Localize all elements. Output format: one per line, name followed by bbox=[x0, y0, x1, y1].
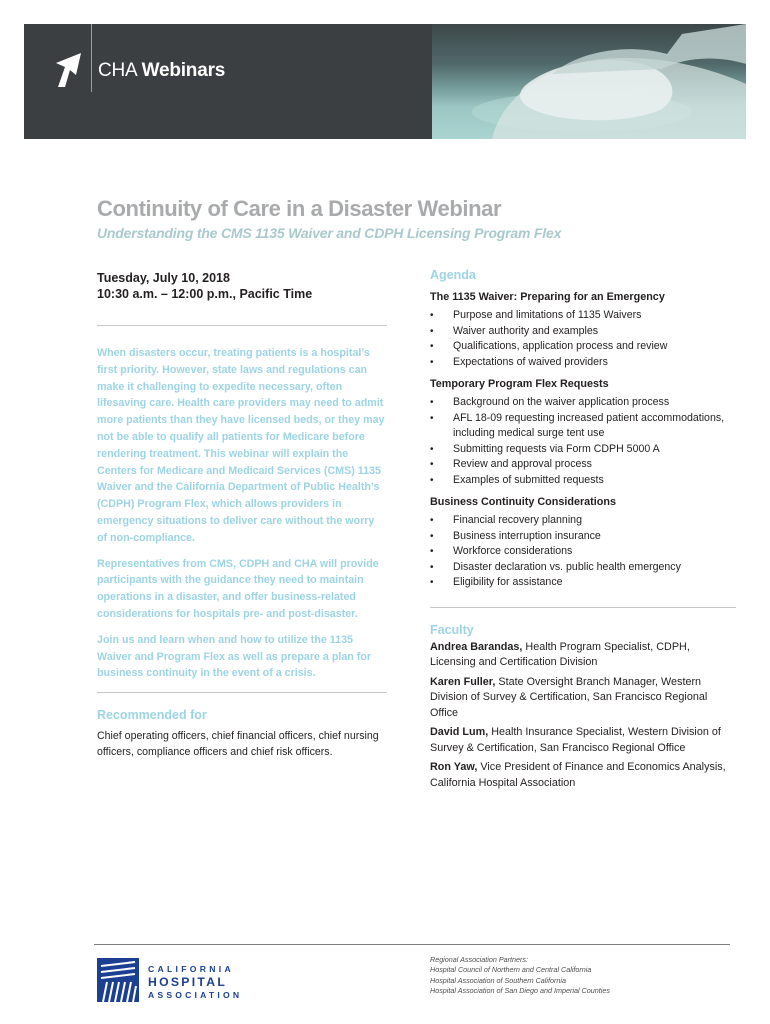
faculty-role: Health Insurance Specialist, Western Division of Survey & Certification, San Francisco Regional Office bbox=[430, 726, 721, 754]
cha-logo-mark-icon bbox=[97, 958, 139, 1002]
cha-logo bbox=[97, 957, 247, 1005]
section-divider bbox=[97, 325, 387, 326]
agenda-heading: Agenda bbox=[430, 268, 476, 282]
footer-divider bbox=[94, 944, 730, 945]
brand-prefix: CHA bbox=[98, 60, 137, 81]
right-column bbox=[430, 268, 736, 795]
agenda-item: • Purpose and limitations of 1135 Waivers bbox=[430, 308, 736, 324]
agenda-item: • Review and approval process bbox=[430, 457, 736, 473]
cha-logo-line: CALIFORNIA bbox=[148, 964, 234, 974]
hand-on-computer-mouse-photo bbox=[432, 24, 746, 139]
cha-logo-text bbox=[148, 963, 242, 1001]
intro-text bbox=[97, 345, 387, 682]
agenda-item: • Workforce considerations bbox=[430, 544, 736, 560]
agenda-item: • Financial recovery planning bbox=[430, 513, 736, 529]
faculty-name: Karen Fuller, bbox=[430, 675, 496, 688]
brand-title bbox=[98, 60, 225, 82]
agenda-item: • Disaster declaration vs. public health emergency bbox=[430, 560, 736, 576]
section-divider bbox=[430, 607, 736, 608]
agenda-list bbox=[430, 513, 736, 591]
faculty-member bbox=[430, 725, 736, 756]
agenda-section-title: The 1135 Waiver: Preparing for an Emergency bbox=[430, 291, 665, 303]
mouse-illustration bbox=[432, 24, 746, 139]
faculty-heading: Faculty bbox=[430, 622, 474, 637]
partners-heading: Regional Association Partners: bbox=[430, 955, 529, 964]
agenda-list bbox=[430, 395, 736, 488]
agenda-section-title: Business Continuity Considerations bbox=[430, 496, 616, 508]
recommended-text: Chief operating officers, chief financial officers, chief nursing officers, compliance officers and chief risk officers. bbox=[97, 730, 379, 759]
regional-partners bbox=[430, 955, 610, 996]
agenda-item: • Expectations of waived providers bbox=[430, 355, 736, 371]
cursor-arrow-icon bbox=[54, 52, 82, 88]
cha-logo-line: HOSPITAL bbox=[148, 975, 228, 989]
faculty-role: Vice President of Finance and Economics Analysis, California Hospital Association bbox=[430, 761, 726, 789]
intro-paragraph: When disasters occur, treating patients is a hospital’s first priority. However, state laws and regulations can make it challenging to expedite necessary, often lifesaving care. Health care providers may need to admit more patients than they have licensed beds, or they may not be able to qualify all patients for Medicare before rendering treatment. This webinar will explain the Centers for Medicare and Medicaid Services (CMS) 1135 Waiver and the California Department of Public Health’s (CDPH) Program Flex, which allows providers in emergency situations to deliver care without the worry of non-compliance. bbox=[97, 347, 385, 544]
faculty-role: Health Program Specialist, CDPH, Licensing and Certification Division bbox=[430, 640, 690, 668]
faculty-member bbox=[430, 760, 736, 791]
agenda-item: • AFL 18-09 requesting increased patient accommodations, including medical surge tent use bbox=[430, 411, 736, 442]
agenda-item: • Submitting requests via Form CDPH 5000 A bbox=[430, 442, 736, 458]
agenda-item: • Background on the waiver application process bbox=[430, 395, 736, 411]
faculty-name: David Lum, bbox=[430, 726, 489, 738]
faculty-role: State Oversight Branch Manager, Western Division of Survey & Certification, San Francisco Regional Office bbox=[430, 675, 708, 719]
brand-name: Webinars bbox=[141, 60, 226, 81]
agenda-section-title: Temporary Program Flex Requests bbox=[430, 378, 609, 390]
faculty-member bbox=[430, 675, 736, 722]
event-date: Tuesday, July 10, 2018 bbox=[97, 271, 230, 285]
faculty-name: Andrea Barandas, bbox=[430, 640, 523, 653]
cha-logo-line: ASSOCIATION bbox=[148, 990, 243, 1000]
page-subtitle: Understanding the CMS 1135 Waiver and CDPH Licensing Program Flex bbox=[97, 225, 562, 241]
left-column bbox=[97, 270, 387, 760]
header-banner bbox=[24, 24, 746, 139]
faculty-member bbox=[430, 640, 736, 671]
agenda-item: • Examples of submitted requests bbox=[430, 473, 736, 489]
agenda-list bbox=[430, 308, 736, 370]
recommended-heading: Recommended for bbox=[97, 708, 207, 723]
page-title: Continuity of Care in a Disaster Webinar bbox=[97, 196, 502, 221]
header-divider bbox=[91, 24, 92, 92]
agenda-item: • Business interruption insurance bbox=[430, 529, 736, 545]
agenda-item: • Eligibility for assistance bbox=[430, 575, 736, 591]
partner-item: Hospital Council of Northern and Central California bbox=[430, 965, 592, 975]
section-divider bbox=[97, 692, 387, 693]
agenda-item: • Waiver authority and examples bbox=[430, 324, 736, 340]
event-time: 10:30 a.m. – 12:00 p.m., Pacific Time bbox=[97, 287, 313, 301]
intro-paragraph: Join us and learn when and how to utilize the 1135 Waiver and Program Flex as well as prepare a plan for business continuity in the event of a crisis. bbox=[97, 633, 372, 680]
intro-paragraph: Representatives from CMS, CDPH and CHA will provide participants with the guidance they need to maintain operations in a disaster, and offer business-related considerations for hospitals pre- and post-disaster. bbox=[97, 557, 379, 620]
agenda-item: • Qualifications, application process and review bbox=[430, 339, 736, 355]
faculty-name: Ron Yaw, bbox=[430, 761, 478, 773]
partner-item: Hospital Association of San Diego and Imperial Counties bbox=[430, 985, 610, 995]
partner-item: Hospital Association of Southern California bbox=[430, 975, 566, 985]
faculty-list bbox=[430, 640, 736, 792]
